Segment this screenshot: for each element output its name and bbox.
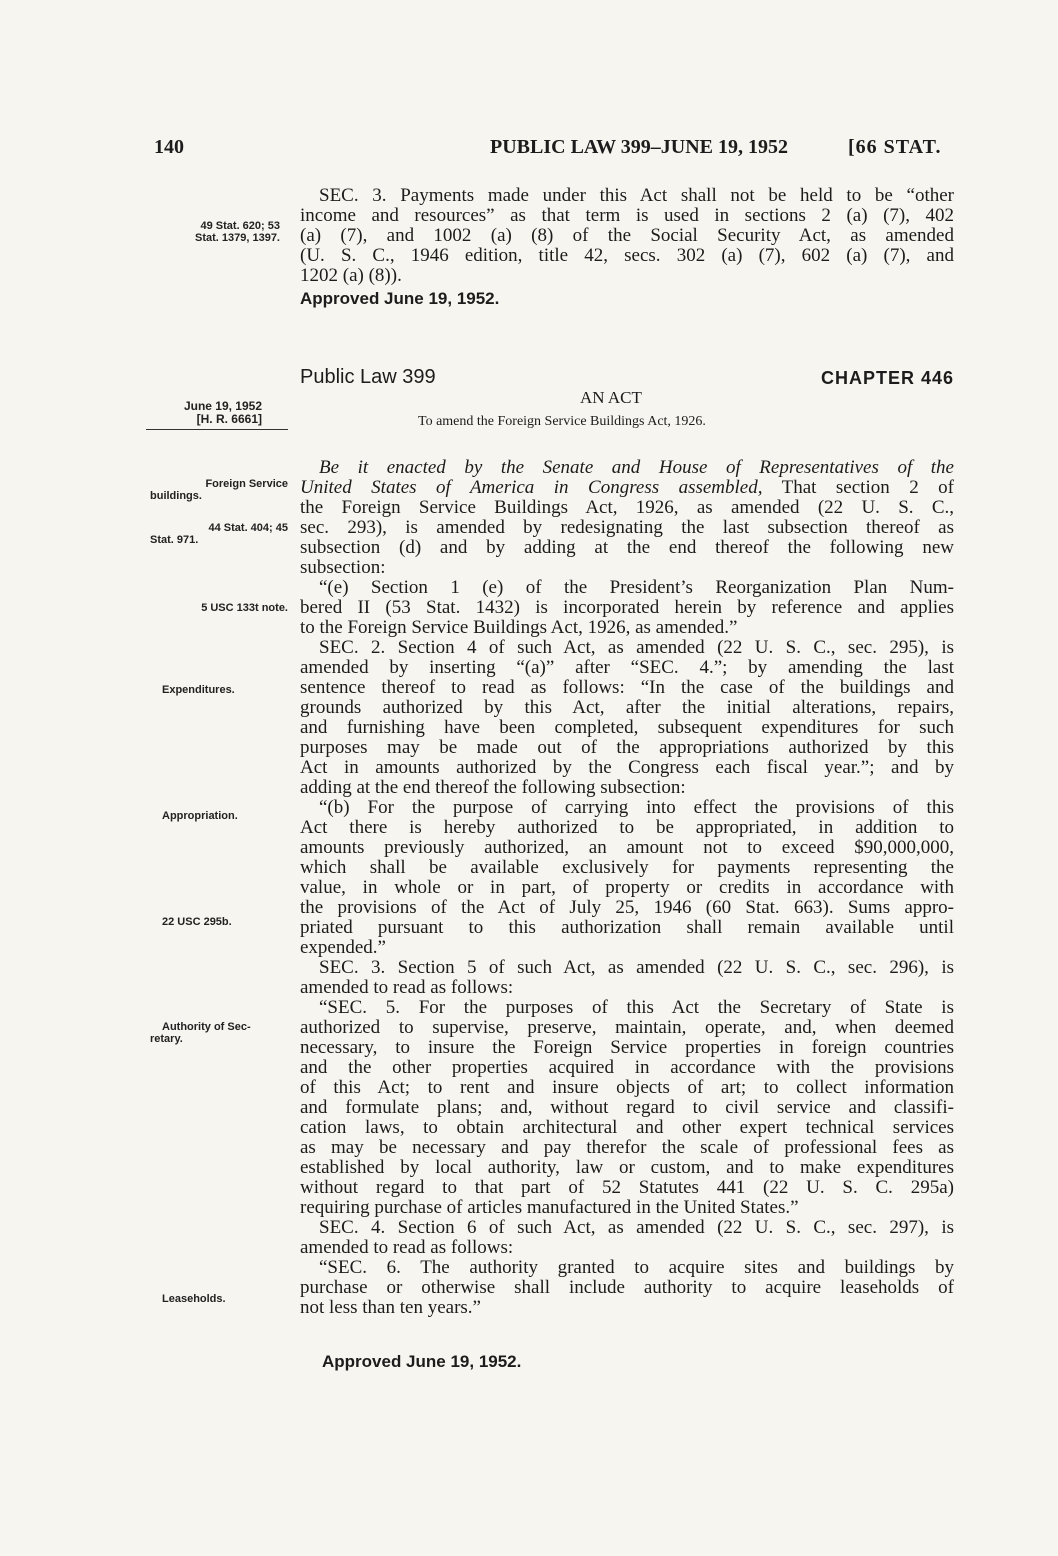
text-line: and formulate plans; and, without regard to civil service and classifi- (300, 1098, 954, 1118)
text-line: “(b) For the purpose of carrying into effect the provisions of this (319, 798, 954, 818)
text-line: which shall be available exclusively for payments representing the (300, 858, 954, 878)
margin-note: Leaseholds. (162, 1293, 226, 1305)
text-line: subsection (d) and by adding at the end thereof the following new (300, 538, 954, 558)
text-line: SEC. 2. Section 4 of such Act, as amended (22 U. S. C., sec. 295), is (319, 638, 954, 658)
text-line: value, in whole or in part, of property or credits in accordance with (300, 878, 954, 898)
text-line: Act in amounts authorized by the Congress each fiscal year.”; and by (300, 758, 954, 778)
text-line: without regard to that part of 52 Statutes 441 (22 U. S. C. 295a) (300, 1178, 954, 1198)
text-line: “SEC. 5. For the purposes of this Act the Secretary of State is (319, 998, 954, 1018)
margin-note: Appropriation. (162, 810, 238, 822)
text-line: to the Foreign Service Buildings Act, 1926, as amended.” (300, 618, 738, 638)
act-heading: AN ACT (580, 388, 642, 407)
divider (146, 429, 288, 430)
text-line: purchase or otherwise shall include authority to acquire leaseholds of (300, 1278, 954, 1298)
text-line: amounts previously authorized, an amount not to exceed $90,000,000, (300, 838, 954, 858)
running-title: PUBLIC LAW 399–JUNE 19, 1952 (490, 136, 788, 158)
text-line: the provisions of the Act of July 25, 1946 (60 Stat. 663). Sums appro- (300, 898, 954, 918)
margin-note: 22 USC 295b. (162, 916, 232, 928)
text-line: SEC. 3. Section 5 of such Act, as amended (22 U. S. C., sec. 296), is (319, 958, 954, 978)
page-number: 140 (154, 136, 184, 158)
text-line: amended to read as follows: (300, 1238, 514, 1258)
enacting-clause (300, 478, 954, 498)
margin-note: retary. (150, 1033, 183, 1045)
text-line: SEC. 3. Payments made under this Act shall not be held to be “other (319, 186, 954, 206)
text-line: 1202 (a) (8)). (300, 266, 402, 286)
text-line: sec. 293), is amended by redesignating the last subsection thereof as (300, 518, 954, 538)
enacting-clause (300, 458, 954, 478)
text-line: established by local authority, law or custom, and to make expenditures (300, 1158, 954, 1178)
text-line: amended to read as follows: (300, 978, 514, 998)
act-purpose: To amend the Foreign Service Buildings Act, 1926. (418, 414, 706, 429)
text-line: grounds authorized by this Act, after the initial alterations, repairs, (300, 698, 954, 718)
text-line: and furnishing have been completed, subsequent expenditures for such (300, 718, 954, 738)
margin-note: Authority of Sec- (162, 1021, 251, 1033)
text-line: the Foreign Service Buildings Act, 1926, as amended (22 U. S. C., (300, 498, 954, 518)
enacting-text: Be it enacted by the Senate and House of Representatives of the (319, 458, 954, 478)
margin-note: 5 USC 133t note. (201, 602, 288, 614)
margin-note: Foreign Service (205, 478, 288, 490)
act-body (300, 458, 954, 1318)
text-line: requiring purchase of articles manufactured in the United States.” (300, 1198, 799, 1218)
margin-note: Expenditures. (162, 684, 235, 696)
text-line: cation laws, to obtain architectural and other expert technical services (300, 1118, 954, 1138)
text-line: not less than ten years.” (300, 1298, 481, 1318)
text-line: purposes may be made out of the appropriations authorized by this (300, 738, 954, 758)
text-line: SEC. 4. Section 6 of such Act, as amended (22 U. S. C., sec. 297), is (319, 1218, 954, 1238)
prev-section-3 (300, 186, 954, 286)
statute-reference: [66 STAT. (848, 136, 942, 158)
text-line: as may be necessary and pay therefor the scale of professional fees as (300, 1138, 954, 1158)
bill-note: [H. R. 6661] (196, 412, 262, 426)
text-line: priated pursuant to this authorization shall remain available until (300, 918, 954, 938)
public-law-number: Public Law 399 (300, 366, 436, 388)
text-fragment: That section 2 of (762, 478, 954, 498)
margin-note: buildings. (150, 490, 202, 502)
text-line: (a) (7), and 1002 (a) (8) of the Social Security Act, as amended (300, 226, 954, 246)
chapter-number: CHAPTER 446 (820, 368, 954, 388)
text-line: (U. S. C., 1946 edition, title 42, secs. 302 (a) (7), 602 (a) (7), and (300, 246, 954, 266)
margin-note: Stat. 1379, 1397. (194, 232, 280, 244)
text-line: “SEC. 6. The authority granted to acquire sites and buildings by (319, 1258, 954, 1278)
margin-note: 49 Stat. 620; 53 (200, 220, 280, 232)
text-line: adding at the end thereof the following subsection: (300, 778, 686, 798)
text-line: income and resources” as that term is used in sections 2 (a) (7), 402 (300, 206, 954, 226)
text-line: and the other properties acquired in accordance with the provisions (300, 1058, 954, 1078)
margin-note: Stat. 971. (150, 534, 199, 546)
text-line: subsection: (300, 558, 386, 578)
text-line: authorized to supervise, preserve, maintain, operate, and, when deemed (300, 1018, 954, 1038)
approved-date: Approved June 19, 1952. (322, 1352, 522, 1371)
date-note: June 19, 1952 (183, 399, 262, 413)
text-line: of this Act; to rent and insure objects of art; to collect information (300, 1078, 954, 1098)
approved-date: Approved June 19, 1952. (300, 289, 500, 308)
text-line: expended.” (300, 938, 386, 958)
text-line: sentence thereof to read as follows: “In the case of the buildings and (300, 678, 954, 698)
text-line: bered II (53 Stat. 1432) is incorporated herein by reference and applies (300, 598, 954, 618)
text-line: Act there is hereby authorized to be appropriated, in addition to (300, 818, 954, 838)
text-line: “(e) Section 1 (e) of the President’s Reorganization Plan Num- (319, 578, 954, 598)
text-line: amended by inserting “(a)” after “SEC. 4.”; by amending the last (300, 658, 954, 678)
margin-note: 44 Stat. 404; 45 (208, 522, 288, 534)
text-line: necessary, to insure the Foreign Service properties in foreign countries (300, 1038, 954, 1058)
enacting-text: United States of America in Congress assembled, (300, 478, 763, 498)
